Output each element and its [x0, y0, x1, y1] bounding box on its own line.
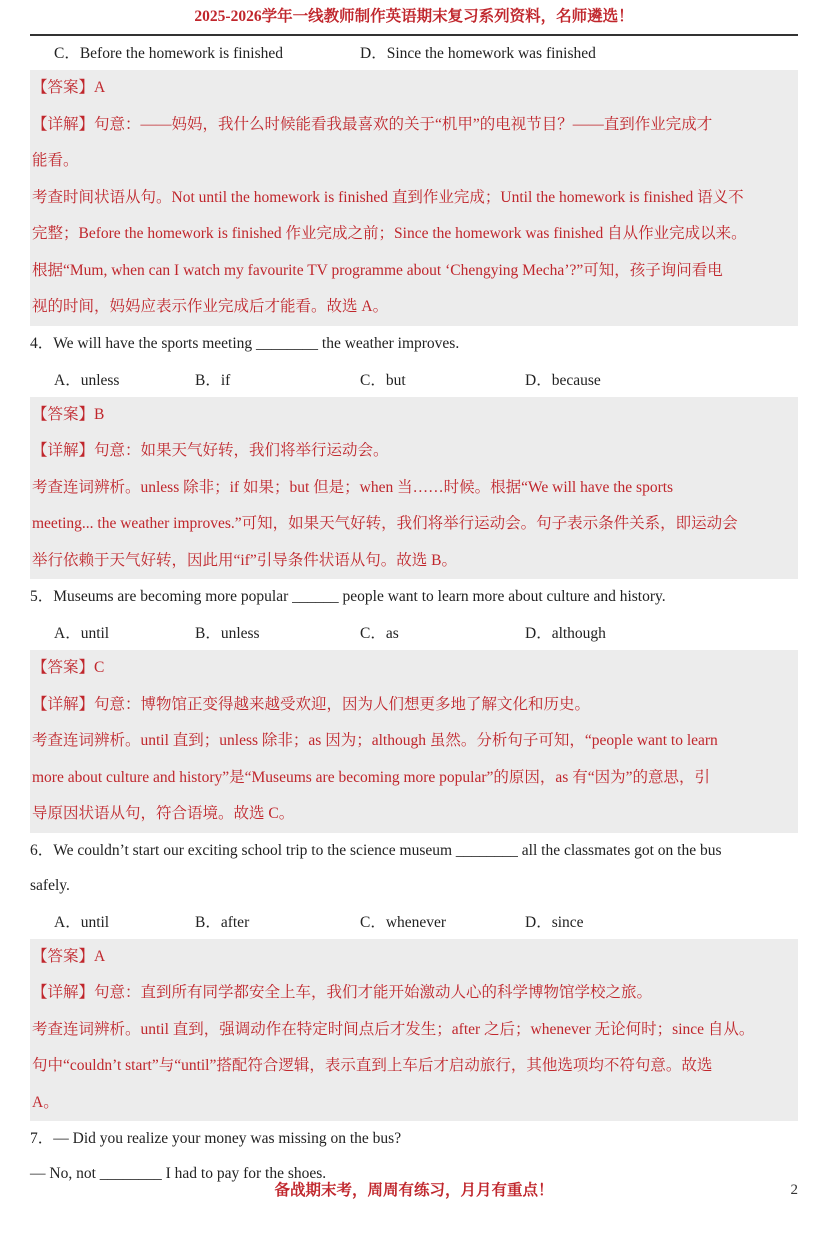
q6-stem-line1: 6．We couldn’t start our exciting school trip to the science museum ________ all the classmates got on the bus — [30, 841, 722, 859]
q3-detail-line: 视的时间，妈妈应表示作业完成后才能看。故选 A。 — [32, 298, 389, 315]
q3-detail-line: 【详解】句意：——妈妈，我什么时候能看我最喜欢的关于“机甲”的电视节目？——直到作业完成才 — [32, 115, 713, 133]
q6-option-c: C．whenever — [360, 913, 447, 931]
q3-detail-line: 根据“Mum, when can I watch my favourite TV programme about ‘Chengying Mecha’?”可知，孩子询问看电 — [32, 261, 723, 279]
q6-option-b: B．after — [195, 913, 250, 931]
q3-options — [30, 34, 798, 70]
q5-answer: 【答案】C — [32, 659, 105, 676]
q5-option-c: C．as — [360, 625, 399, 642]
q6-detail-line: 句中“couldn’t start”与“until”搭配符合逻辑，表示直到上车后才启动旅行，其他选项均不符句意。故选 — [32, 1057, 713, 1074]
q6-option-d: D．since — [525, 913, 584, 931]
q4-option-a: A．unless — [54, 371, 120, 389]
q4-option-d: D．because — [525, 371, 601, 389]
q3-detail-line: 能看。 — [32, 152, 79, 169]
q6-stem-line2: safely. — [30, 876, 70, 894]
q3-detail-line: 完整；Before the homework is finished 作业完成之前；Since the homework was finished 自从作业完成以来。 — [32, 225, 747, 242]
q4-detail-line: 举行依赖于天气好转，因此用“if”引导条件状语从句。故选 B。 — [32, 551, 457, 569]
q5-explanation-box — [30, 650, 798, 833]
q4-detail-line: 考查连词辨析。unless 除非；if 如果；but 但是；when 当……时候。根据“We will have the sports — [32, 478, 674, 496]
q5-detail-line: 【详解】句意：博物馆正变得越来越受欢迎，因为人们想更多地了解文化和历史。 — [32, 695, 591, 713]
q3-option-d: D．Since the homework was finished — [360, 45, 596, 62]
q5-stem: 5．Museums are becoming more popular ______ people want to learn more about culture and history. — [30, 588, 666, 605]
page-header: 2025-2026学年一线教师制作英语期末复习系列资料，名师遴选！ — [30, 0, 798, 36]
q4-detail-line: 【详解】句意：如果天气好转，我们将举行运动会。 — [32, 442, 389, 459]
q5-detail-line: 导原因状语从句，符合语境。故选 C。 — [32, 805, 295, 822]
q4-option-c: C．but — [360, 371, 406, 389]
q4-stem: 4．We will have the sports meeting ________ the weather improves. — [30, 334, 460, 352]
q7-line2: — No, not ________ I had to pay for the shoes. — [30, 1165, 327, 1182]
q3-option-c: C．Before the homework is finished — [54, 45, 284, 62]
q5-detail-line: 考查连词辨析。until 直到；unless 除非；as 因为；although 虽然。分析句子可知，“people want to learn — [32, 732, 718, 749]
q4-answer: 【答案】B — [32, 405, 105, 423]
q6-option-a: A．until — [54, 913, 110, 931]
page-number: 2 — [790, 1182, 798, 1198]
q3-answer: 【答案】A — [32, 79, 106, 96]
q6-detail-line: A。 — [32, 1093, 59, 1111]
q6-explanation-box — [30, 939, 798, 1122]
q6-detail-line: 考查连词辨析。until 直到，强调动作在特定时间点后才发生；after 之后；whenever 无论何时；since 自从。 — [32, 1020, 755, 1038]
page-footer: 备战期末考，周周有练习，月月有重点！ — [274, 1182, 554, 1199]
q5-option-d: D．although — [525, 625, 606, 642]
q3-explanation-box — [30, 70, 798, 326]
q4-detail-line: meeting... the weather improves.”可知，如果天气好转，我们将举行运动会。句子表示条件关系，即运动会 — [32, 515, 738, 532]
q3-detail-line: 考查时间状语从句。Not until the homework is finished 直到作业完成；Until the homework is finished 语义不 — [32, 188, 744, 206]
q5-option-b: B．unless — [195, 625, 260, 642]
q4-options — [30, 361, 798, 397]
q5-options — [30, 614, 798, 650]
q5-option-a: A．until — [54, 625, 110, 642]
page-content — [30, 34, 798, 1191]
q6-options — [30, 903, 798, 939]
q6-detail-line: 【详解】句意：直到所有同学都安全上车，我们才能开始激动人心的科学博物馆学校之旅。 — [32, 984, 653, 1001]
q5-detail-line: more about culture and history”是“Museums are becoming more popular”的原因，as 有“因为”的意思，引 — [32, 768, 710, 786]
q4-option-b: B．if — [195, 371, 231, 389]
q6-answer: 【答案】A — [32, 947, 106, 965]
q4-explanation-box — [30, 397, 798, 580]
q7-line1: 7．— Did you realize your money was missing on the bus? — [30, 1130, 402, 1147]
